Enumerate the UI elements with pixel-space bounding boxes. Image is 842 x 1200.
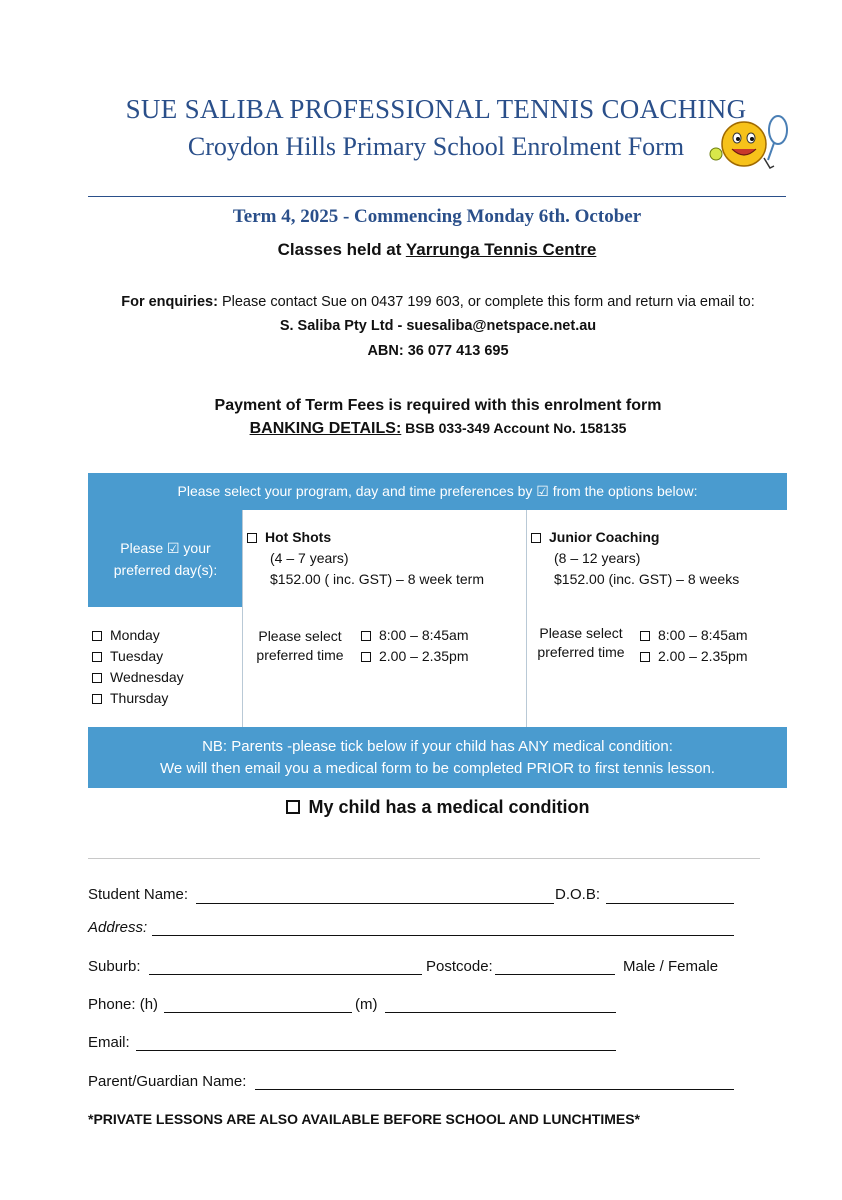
banking-text: BSB 033-349 Account No. 158135 xyxy=(405,420,627,436)
email-label: Email: xyxy=(88,1034,130,1051)
checkbox-icon[interactable] xyxy=(92,652,102,662)
checkbox-icon[interactable] xyxy=(92,694,102,704)
junior-coaching-ages: (8 – 12 years) xyxy=(554,550,641,566)
phone-home-label: Phone: (h) xyxy=(88,996,159,1013)
time-label: 8:00 – 8:45am xyxy=(658,627,748,643)
time-label: 2.00 – 2.35pm xyxy=(379,648,469,664)
junior-coaching-price: $152.00 (inc. GST) – 8 weeks xyxy=(554,571,740,587)
day-label: Monday xyxy=(110,627,160,643)
student-name-field[interactable] xyxy=(196,903,554,904)
medical-condition-option[interactable] xyxy=(0,797,842,818)
postcode-field[interactable] xyxy=(495,974,615,975)
junior-time-prompt xyxy=(531,624,631,662)
hot-shots-checkbox[interactable] xyxy=(247,533,257,543)
days-list xyxy=(92,625,184,709)
time-prompt-line1: Please select xyxy=(258,628,342,644)
address-label: Address: xyxy=(88,919,148,936)
term-heading: Term 4, 2025 - Commencing Monday 6th. October xyxy=(232,206,642,227)
time-prompt-line1: Please select xyxy=(539,625,623,641)
banking-details xyxy=(0,420,842,438)
hot-shots-times xyxy=(361,625,469,667)
classes-venue-line xyxy=(0,240,842,260)
page-subtitle: Croydon Hills Primary School Enrolment Form xyxy=(187,132,685,161)
checkbox-icon[interactable] xyxy=(640,652,650,662)
junior-time-morning[interactable] xyxy=(640,625,748,646)
hot-shots-ages: (4 – 7 years) xyxy=(270,550,349,566)
phone-home-field[interactable] xyxy=(164,1012,352,1013)
hot-shots-time-prompt xyxy=(250,627,350,665)
medical-notice-line2: We will then email you a medical form to be completed PRIOR to first tennis lesson. xyxy=(160,760,715,777)
page-title: SUE SALIBA PROFESSIONAL TENNIS COACHING xyxy=(125,94,747,124)
checkbox-icon[interactable] xyxy=(361,631,371,641)
day-option-wednesday[interactable] xyxy=(92,667,184,688)
hot-shots-time-afternoon[interactable] xyxy=(361,646,469,667)
medical-checkbox-label: My child has a medical condition xyxy=(308,797,590,817)
banking-label: BANKING DETAILS: xyxy=(249,420,402,437)
checkbox-icon[interactable] xyxy=(92,673,102,683)
private-lessons-note: *PRIVATE LESSONS ARE ALSO AVAILABLE BEFORE SCHOOL AND LUNCHTIMES* xyxy=(88,1111,640,1127)
guardian-name-field[interactable] xyxy=(255,1089,734,1090)
junior-coaching-program xyxy=(531,527,781,590)
payment-notice: Payment of Term Fees is required with this enrolment form xyxy=(214,397,662,414)
junior-coaching-name: Junior Coaching xyxy=(549,529,660,545)
classes-prefix: Classes held at xyxy=(277,240,402,259)
time-prompt-line2: preferred time xyxy=(537,644,625,660)
junior-times xyxy=(640,625,748,667)
column-divider-2 xyxy=(526,510,527,727)
checkbox-icon[interactable] xyxy=(92,631,102,641)
company-email: S. Saliba Pty Ltd - suesaliba@netspace.net.au xyxy=(279,318,597,334)
hot-shots-name: Hot Shots xyxy=(265,529,332,545)
enquiries-line xyxy=(0,294,842,310)
enquiries-label: For enquiries: xyxy=(121,294,218,310)
header-divider xyxy=(88,196,786,197)
day-option-tuesday[interactable] xyxy=(92,646,184,667)
days-label-line2: preferred day(s): xyxy=(113,561,218,578)
program-select-header: Please select your program, day and time preferences by ☑ from the options below: xyxy=(88,473,787,510)
medical-notice-bar xyxy=(88,727,787,788)
medical-notice-line1: NB: Parents -please tick below if your child has ANY medical condition: xyxy=(202,738,673,755)
hot-shots-time-morning[interactable] xyxy=(361,625,469,646)
junior-coaching-checkbox[interactable] xyxy=(531,533,541,543)
student-name-label: Student Name: xyxy=(88,886,189,903)
hot-shots-price: $152.00 ( inc. GST) – 8 week term xyxy=(270,571,484,587)
postcode-label: Postcode: xyxy=(426,958,493,975)
time-label: 2.00 – 2.35pm xyxy=(658,648,748,664)
section-divider xyxy=(88,858,760,859)
guardian-name-label: Parent/Guardian Name: xyxy=(88,1073,247,1090)
phone-mobile-label: (m) xyxy=(355,996,378,1013)
day-label: Wednesday xyxy=(110,669,184,685)
medical-checkbox[interactable] xyxy=(286,800,300,814)
suburb-label: Suburb: xyxy=(88,958,141,975)
day-option-thursday[interactable] xyxy=(92,688,184,709)
dob-field[interactable] xyxy=(606,903,734,904)
time-label: 8:00 – 8:45am xyxy=(379,627,469,643)
email-field[interactable] xyxy=(136,1050,616,1051)
venue-name: Yarrunga Tennis Centre xyxy=(405,240,597,259)
junior-time-afternoon[interactable] xyxy=(640,646,748,667)
suburb-field[interactable] xyxy=(149,974,422,975)
address-field[interactable] xyxy=(152,935,734,936)
column-divider-1 xyxy=(242,510,243,727)
days-label-box xyxy=(88,510,243,607)
phone-mobile-field[interactable] xyxy=(385,1012,616,1013)
days-label-line1: Please ☑ your xyxy=(120,539,211,556)
dob-label: D.O.B: xyxy=(555,886,601,903)
gender-option[interactable]: Male / Female xyxy=(623,958,719,975)
day-label: Thursday xyxy=(110,690,169,706)
abn-number: ABN: 36 077 413 695 xyxy=(367,343,509,359)
hot-shots-program xyxy=(247,527,522,590)
enquiries-text: Please contact Sue on 0437 199 603, or complete this form and return via email to: xyxy=(221,294,755,310)
time-prompt-line2: preferred time xyxy=(256,647,344,663)
day-option-monday[interactable] xyxy=(92,625,184,646)
smiley-tennis-mascot-icon xyxy=(700,108,796,174)
checkbox-icon[interactable] xyxy=(640,631,650,641)
day-label: Tuesday xyxy=(110,648,164,664)
checkbox-icon[interactable] xyxy=(361,652,371,662)
